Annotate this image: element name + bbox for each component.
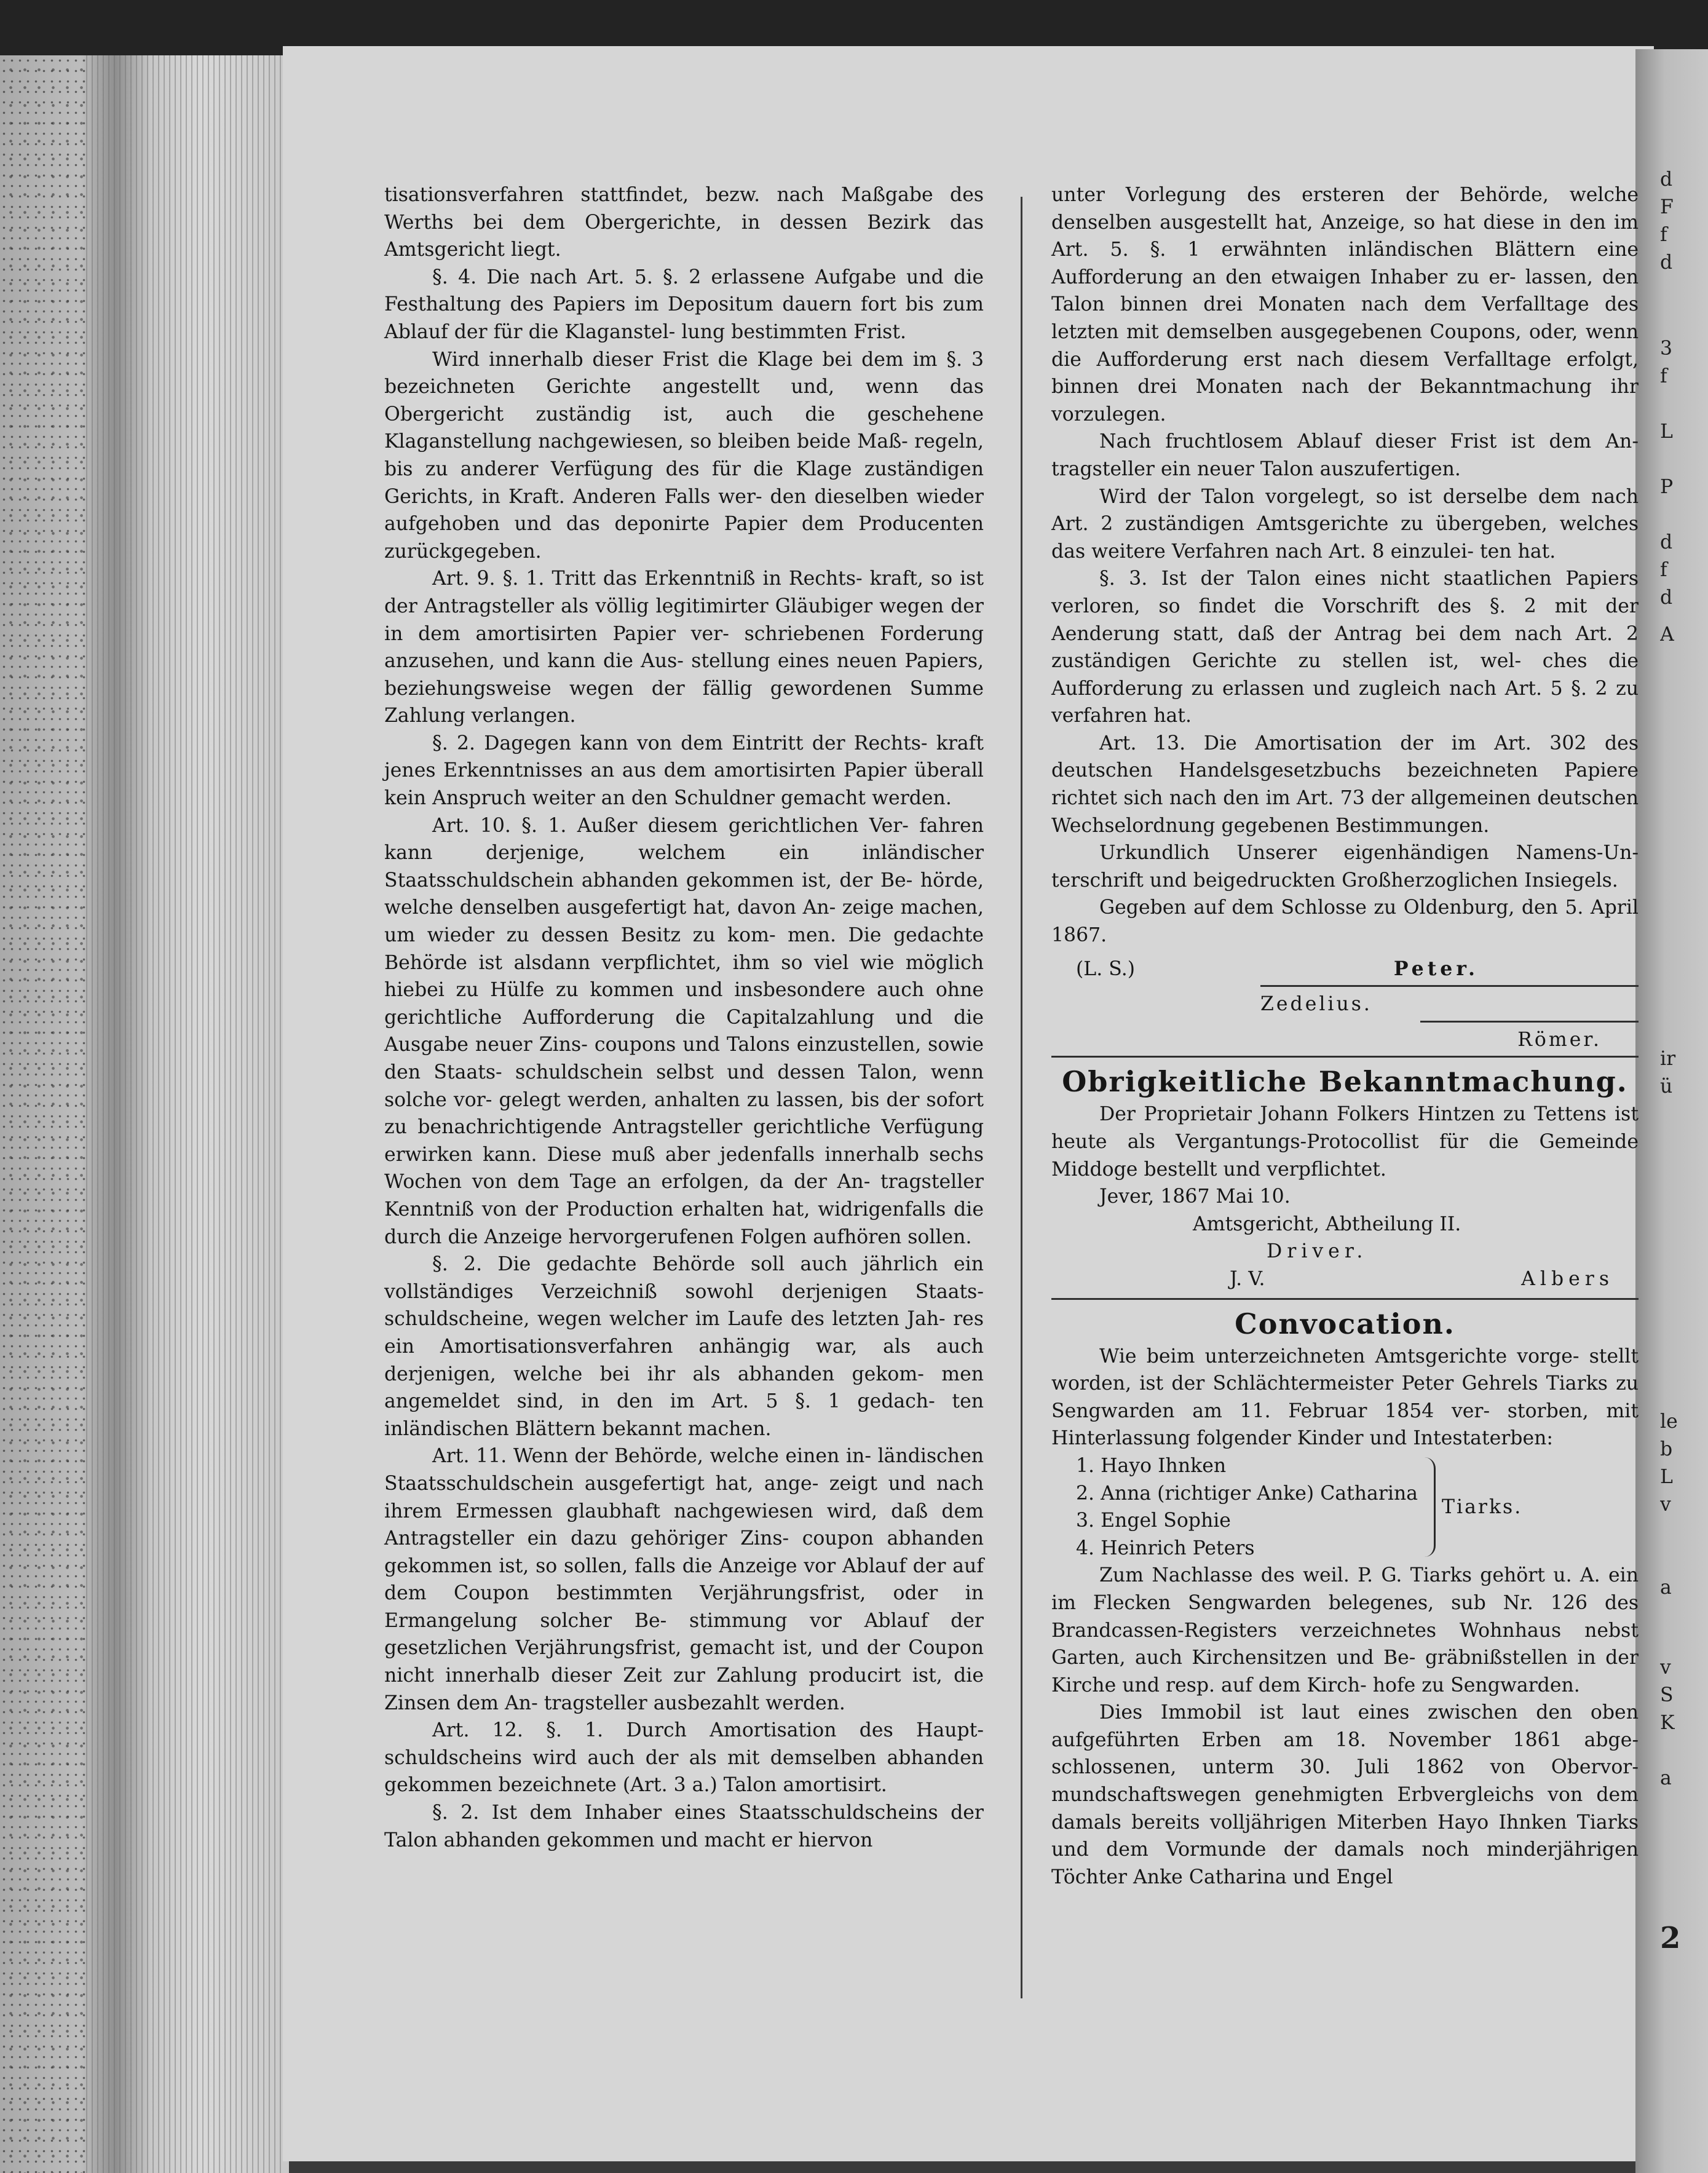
notice-1-place-date: Jever, 1867 Mai 10. [1099,1185,1291,1208]
section-rule-2 [1051,1298,1639,1300]
notice-heading-2: Convocation. [1235,1307,1455,1340]
adjacent-page-letter: L [1660,1466,1673,1488]
left-paragraph: Wird innerhalb dieser Frist die Klage bei dem im §. 3 bezeichneten Gerichte angestellt und, wenn das Obergericht zuständig ist, auch die geschehene Klaganstellung nachgewiesen, so bleiben beide Maß- regeln, bis zu anderer Verfügung des für die Klage zuständigen Gerichts, in Kraft. Anderen Falls wer- den dieselben wieder aufgehoben und das deponirte Papier dem Producenten zurückgegeben. [384,348,984,563]
notice-1-body: Der Proprietair Johann Folkers Hintzen zu Tettens ist heute als Vergantungs-Protocollist für die Gemeinde Middoge bestellt und verpflichtet. [1051,1103,1639,1181]
countersign-2: Römer. [1517,1028,1602,1051]
adjacent-page-letter: a [1660,1577,1672,1599]
adjacent-page-letter: le [1660,1411,1678,1433]
right-paragraph: Gegeben auf dem Schlosse zu Oldenburg, den 5. April 1867. [1051,897,1639,947]
notice-2-estate: Zum Nachlasse des weil. P. G. Tiarks gehört u. A. ein im Flecken Sengwarden belegenes, sub Nr. 126 des Brandcassen-Registers verzeichnetes Wohnhaus nebst Garten, auch Kirchensitzen und Be- gräbnißstellen in der Kirche und resp. auf dem Kirch- hofe zu Sengwarden. [1051,1564,1639,1696]
heirs-list [1051,1452,1418,1562]
adjacent-page-letter: f [1660,559,1667,581]
adjacent-page-letter: A [1660,623,1674,646]
notice-2-settlement: Dies Immobil ist laut eines zwischen den oben aufgeführten Erben am 18. November 1861 abge- schlossenen, unterm 30. Juli 1862 von Obervor- mundschaftswegen genehmigten Erbvergleichs von dem damals bereits volljährigen Miterben Hayo Ihnken Tiarks und dem Vormunde der damals noch minderjährigen Töchter Anke Catharina und Engel [1051,1701,1639,1888]
left-paragraph: §. 2. Ist dem Inhaber eines Staatsschuldscheins der Talon abhanden gekommen und macht er hiervon [384,1802,984,1851]
notice-2-intro: Wie beim unterzeichneten Amtsgerichte vorge- stellt worden, ist der Schlächtermeister Peter Gehrels Tiarks zu Sengwarden am 11. Februar 1854 ver- storben, mit Hinterlassung folgender Kinder und Intestaterben: [1051,1345,1639,1450]
adjacent-page-number: 2 [1660,1925,1681,1952]
adjacent-page-letter: L [1660,421,1673,443]
notice-heading-1: Obrigkeitliche Bekanntmachung. [1062,1065,1628,1099]
left-column [384,181,984,1854]
adjacent-page-letter: b [1660,1438,1673,1460]
adjacent-page-letter: d [1660,251,1673,274]
left-paragraph: tisationsverfahren stattfindet, bezw. nach Maßgabe des Werths bei dem Obergerichte, in dessen Bezirk das Amtsgericht liegt. [384,184,984,261]
notice-1-clerk-row [1051,1265,1639,1293]
speckled-edge [0,55,86,2173]
law-signature-row [1051,956,1639,983]
right-column [1051,181,1639,1891]
left-paragraph: Art. 12. §. 1. Durch Amortisation des Haupt- schuldscheins wird auch der als mit demselben abhanden gekommen bezeichnete (Art. 3 a.) Talon amortisirt. [384,1719,984,1797]
adjacent-page-letter: K [1660,1712,1675,1734]
left-paragraph: Art. 9. §. 1. Tritt das Erkenntniß in Rechts- kraft, so ist der Antragsteller als völlig legitimirter Gläubiger wegen der in dem amortisirten Papier ver- schriebenen Forderung anzusehen, und kann die Aus- stellung eines neuen Papiers, beziehungsweise wegen der fällig gewordenen Summe Zahlung verlangen. [384,568,984,727]
signer-name: Peter. [1393,957,1479,980]
adjacent-page-letter: S [1660,1684,1674,1706]
adjacent-page-letter: d [1660,168,1673,191]
countersign-1: Zedelius. [1260,993,1372,1016]
adjacent-page-letter: 3 [1660,338,1673,360]
adjacent-page-letter: v [1660,1656,1671,1679]
right-paragraph: Wird der Talon vorgelegt, so ist derselbe dem nach Art. 2 zuständigen Amtsgerichte zu übergeben, welches das weitere Verfahren nach Art. 8 einzulei- ten hat. [1051,485,1639,563]
notice-1-iv: J. V. [1230,1267,1265,1290]
right-paragraph: §. 3. Ist der Talon eines nicht staatlichen Papiers verloren, so findet die Vorschrift des §. 2 mit der Aenderung statt, daß der Antrag bei dem nach Art. 2 zuständigen Gerichte zu stellen ist, wel- ches die Aufforderung zu erlassen und zugleich nach Art. 5 §. 2 zu verfahren hat. [1051,568,1639,727]
adjacent-page-letter: ü [1660,1075,1673,1098]
adjacent-page-letter: d [1660,531,1673,553]
right-paragraph: Art. 13. Die Amortisation der im Art. 302 des deutschen Handelsgesetzbuchs bezeichneten Papiere richtet sich nach den im Art. 73 der allgemeinen deutschen Wechselordnung gegebenen Bestimmungen. [1051,732,1639,837]
adjacent-page-letter: P [1660,476,1674,498]
notice-1-clerk: Albers [1521,1267,1614,1290]
adjacent-page-letter: f [1660,365,1667,387]
heir-item: 2. Anna (richtiger Anke) Catharina [1076,1482,1418,1505]
heirs-block [1051,1452,1639,1562]
signature-rule [1260,985,1639,987]
heir-item: 4. Heinrich Peters [1076,1537,1255,1559]
law-text-continued [1051,181,1639,949]
left-paragraph: Art. 10. §. 1. Außer diesem gerichtlichen Ver- fahren kann derjenige, welchem ein inländischer Staatsschuldschein abhanden gekommen ist, der Be- hörde, welche denselben ausgefertigt hat, davon An- zeige machen, um wieder zu dessen Besitz zu kom- men. Die gedachte Behörde ist alsdann verpflichtet, ihm so viel wie möglich hiebei zu Hülfe zu kommen und insbesondere auch ohne gerichtliche Aufforderung die Capitalzahlung und die Ausgabe neuer Zins- coupons und Talons einzustellen, sowie den Staats- schuldschein selbst und dessen Talon, wenn solche vor- gelegt werden, anhalten zu lassen, bis der sofort zu benachrichtigende Antragsteller gerichtliche Verfügung erwirken kann. Diese muß aber jedenfalls innerhalb sechs Wochen von dem Tage an erfolgen, da der An- tragsteller Kenntniß von der Production erhalten hat, widrigenfalls die durch die Anzeige hervorgerufenen Folgen aufhören sollen. [384,814,984,1248]
right-paragraph: unter Vorlegung des ersteren der Behörde, welche denselben ausgestellt hat, Anzeige, so hat diese in den im Art. 5. §. 1 erwähnten inländischen Blättern eine Aufforderung an den etwaigen Inhaber zu er- lassen, den Talon binnen drei Monaten nach dem Verfalltage des letzten mit demselben ausgegebenen Coupons, oder, wenn die Aufforderung erst nach diesem Verfalltage erfolgt, binnen drei Monaten nach der Bekanntmachung ihr vorzulegen. [1051,184,1639,425]
adjacent-page-letter: v [1660,1494,1671,1516]
right-paragraph: Nach fruchtlosem Ablauf dieser Frist ist dem An- tragsteller ein neuer Talon auszufertigen. [1051,430,1639,480]
adjacent-page-letter: d [1660,587,1673,609]
seal-mark: (L. S.) [1076,957,1135,980]
adjacent-page-letter: f [1660,224,1667,246]
countersign-rule [1420,1021,1639,1023]
heirs-surname: Tiarks. [1442,1495,1523,1518]
adjacent-page-letter: a [1660,1767,1672,1789]
left-paragraph: §. 2. Dagegen kann von dem Eintritt der Rechts- kraft jenes Erkenntnisses an aus dem amortisirten Papier überall kein Anspruch weiter an den Schuldner gemacht werden. [384,732,984,810]
heir-item: 3. Engel Sophie [1076,1510,1231,1532]
adjacent-page-letter: F [1660,196,1674,218]
heir-item: 1. Hayo Ihnken [1076,1454,1227,1477]
column-divider [1021,197,1022,1998]
adjacent-page-letter: ir [1660,1048,1676,1070]
section-rule-1 [1051,1056,1639,1058]
left-paragraph: Art. 11. Wenn der Behörde, welche einen in- ländischen Staatsschuldschein ausgefertigt hat, ange- zeigt und nach ihrem Ermessen glaubhaft nachgewiesen wird, daß dem Antragsteller ein dazu gehöriger Zins- coupon abhanden gekommen ist, so sollen, falls die Anzeige vor Ablauf der auf dem Coupon bestimmten Verjährungsfrist, oder in Ermangelung solcher Be- stimmung vor Ablauf der gesetzlichen Verjährungsfrist, gemacht ist, und der Coupon nicht innerhalb dieser Zeit zur Zahlung producirt ist, die Zinsen dem An- tragsteller ausbezahlt werden. [384,1445,984,1714]
right-paragraph: Urkundlich Unserer eigenhändigen Namens-Un- terschrift und beigedruckten Großherzoglichen Insiegels. [1051,842,1639,892]
notice-1-court: Amtsgericht, Abtheilung II. [1193,1213,1461,1235]
left-paragraph: §. 4. Die nach Art. 5. §. 2 erlassene Aufgabe und die Festhaltung des Papiers im Depositum dauern fort bis zum Ablauf der für die Klaganstel- lung bestimmten Frist. [384,266,984,343]
heirs-brace [1423,1457,1436,1557]
notice-1-judge: Driver. [1267,1240,1368,1263]
left-paragraph: §. 2. Die gedachte Behörde soll auch jährlich ein vollständiges Verzeichniß sowohl derjenigen Staats- schuldscheine, wegen welcher im Laufe des letzten Jah- res ein Amortisationsverfahren anhängig war, als auch derjenigen, welche bei ihr als abhanden gekom- men angemeldet sind, in den im Art. 5 §. 1 gedach- ten inländischen Blättern bekannt machen. [384,1253,984,1440]
page-stack-lines [86,55,283,2173]
